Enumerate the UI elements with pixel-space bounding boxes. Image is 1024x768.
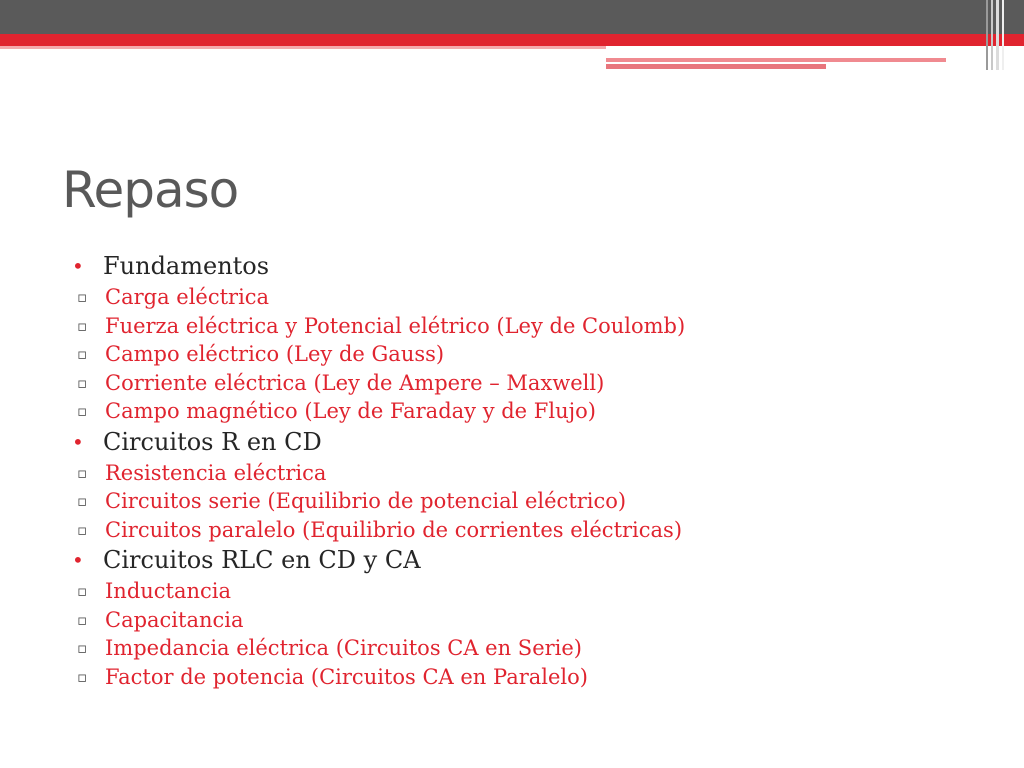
sub-bullet-item	[72, 634, 972, 663]
hollow-square-bullet-icon: ▫	[77, 639, 88, 657]
red-dot-bullet-icon: •	[72, 429, 84, 454]
sub-bullet-item	[72, 459, 972, 488]
hollow-square-bullet-icon: ▫	[77, 610, 88, 629]
sub-bullet-item	[72, 369, 972, 398]
sub-bullet-label: Circuitos paralelo (Equilibrio de corrientes eléctricas)	[105, 517, 683, 542]
hollow-square-bullet-icon: ▫	[77, 316, 88, 335]
sub-bullet-item	[72, 606, 972, 635]
hollow-square-bullet-icon: ▫	[77, 288, 88, 306]
banner-stripes	[986, 0, 1024, 70]
banner-gray-band	[0, 0, 1024, 34]
sub-bullet-label: Impedancia eléctrica (Circuitos CA en Serie)	[105, 636, 583, 660]
sub-bullet-item	[72, 487, 972, 516]
sub-bullet-list	[72, 283, 972, 426]
slide-title: Repaso	[62, 161, 239, 219]
banner-stripe	[991, 0, 993, 70]
bullet-item	[72, 544, 972, 577]
hollow-square-bullet-icon: ▫	[77, 667, 88, 686]
bullet-group	[72, 250, 972, 426]
hollow-square-bullet-icon: ▫	[77, 345, 88, 363]
sub-bullet-item	[72, 312, 972, 341]
red-dot-bullet-icon: •	[72, 254, 84, 278]
banner-pink-bar	[606, 58, 946, 62]
sub-bullet-item	[72, 397, 972, 426]
bullet-item	[72, 250, 972, 283]
hollow-square-bullet-icon: ▫	[77, 492, 88, 510]
banner-stripe	[996, 0, 999, 70]
sub-bullet-label: Circuitos serie (Equilibrio de potencial eléctrico)	[105, 489, 627, 513]
bullet-list	[72, 250, 972, 691]
sub-bullet-item	[72, 663, 972, 692]
banner-white-notch	[606, 46, 1024, 58]
sub-bullet-label: Factor de potencia (Circuitos CA en Paralelo)	[105, 664, 588, 689]
banner-pink-bar	[606, 64, 826, 69]
bullet-label: Circuitos RLC en CD y CA	[103, 546, 421, 574]
sub-bullet-label: Resistencia eléctrica	[105, 460, 327, 485]
banner-stripe	[986, 0, 988, 70]
sub-bullet-label: Inductancia	[105, 579, 232, 603]
sub-bullet-label: Carga eléctrica	[105, 285, 270, 309]
hollow-square-bullet-icon: ▫	[77, 402, 88, 420]
bullet-label: Circuitos R en CD	[103, 427, 322, 456]
sub-bullet-item	[72, 516, 972, 545]
sub-bullet-label: Campo eléctrico (Ley de Gauss)	[105, 342, 445, 366]
sub-bullet-label: Fuerza eléctrica y Potencial elétrico (Ley de Coulomb)	[105, 313, 686, 338]
sub-bullet-label: Campo magnético (Ley de Faraday y de Flujo)	[105, 399, 596, 423]
sub-bullet-item	[72, 283, 972, 312]
bullet-group	[72, 544, 972, 691]
red-dot-bullet-icon: •	[72, 548, 84, 572]
sub-bullet-label: Corriente eléctrica (Ley de Ampere – Maxwell)	[105, 370, 605, 395]
bullet-item	[72, 426, 972, 459]
banner-red-band	[0, 34, 1024, 46]
sub-bullet-list	[72, 459, 972, 545]
sub-bullet-list	[72, 577, 972, 691]
sub-bullet-item	[72, 340, 972, 369]
sub-bullet-label: Capacitancia	[105, 607, 244, 632]
bullet-label: Fundamentos	[103, 252, 270, 280]
hollow-square-bullet-icon: ▫	[77, 520, 88, 539]
hollow-square-bullet-icon: ▫	[77, 582, 88, 600]
bullet-group	[72, 426, 972, 545]
sub-bullet-item	[72, 577, 972, 606]
hollow-square-bullet-icon: ▫	[77, 373, 88, 392]
banner-stripe	[1002, 0, 1004, 70]
hollow-square-bullet-icon: ▫	[77, 463, 88, 482]
